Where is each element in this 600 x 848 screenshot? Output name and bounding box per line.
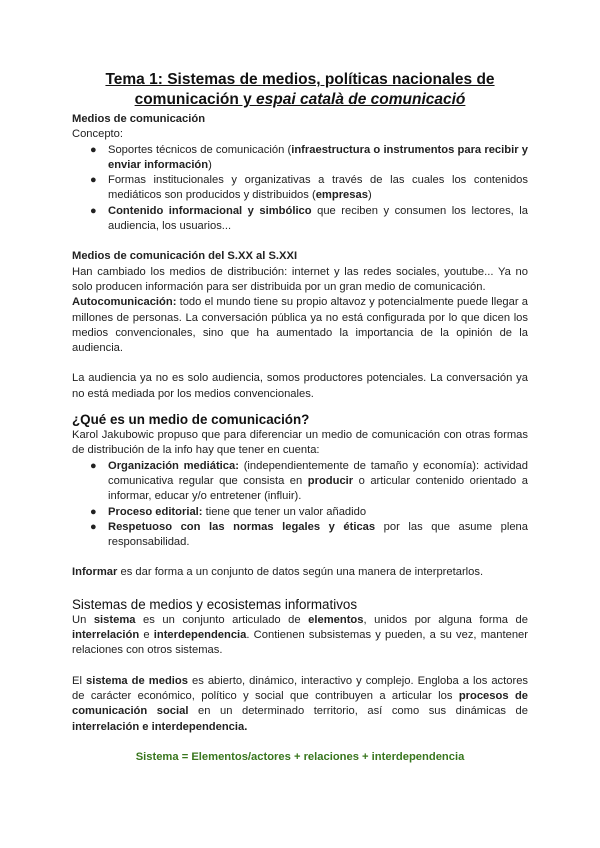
paragraph: La audiencia ya no es solo audiencia, somos productores potenciales. La conversación ya no está mediada por los medios convencionales. xyxy=(72,372,528,400)
page-title xyxy=(72,70,528,110)
list-item: ● Contenido informacional y simbólico que reciben y consumen los lectores, la audiencia, los usuarios... xyxy=(90,204,528,233)
concept-label: Concepto: xyxy=(72,128,123,141)
paragraph: Karol Jakubowic propuso que para diferenciar un medio de comunicación con otras formas de distribución de la info hay que tener en cuenta: xyxy=(72,429,528,457)
section-heading-que-es: ¿Qué es un medio de comunicación? xyxy=(72,412,310,428)
section-heading-sxx-sxxi: Medios de comunicación del S.XX al S.XXI xyxy=(72,250,298,263)
list-item: ● Formas institucionales y organizativas a través de las cuales los contenidos mediáticos son producidos y distribuidos (empresas) xyxy=(90,174,528,202)
section-heading-sistemas: Sistemas de medios y ecosistemas informativos xyxy=(72,596,358,612)
title-line-2: comunicación y xyxy=(134,91,257,108)
list-item: ● Respetuoso con las normas legales y éticas por las que asume plena responsabilidad. xyxy=(90,520,528,549)
section-heading-medios: Medios de comunicación xyxy=(72,113,206,125)
paragraph: Autocomunicación: todo el mundo tiene su propio altavoz y potencialmente puede llegar a millones de personas. La conversación pública ya no está configurada por lo que dicen los medios convencionales, sino que ha aumentado la importancia de la opinión de la audiencia. xyxy=(72,296,528,355)
list-item: ● Proceso editorial: tiene que tener un valor añadido xyxy=(72,505,528,520)
bullet-icon: ● xyxy=(90,174,97,187)
system-formula: Sistema = Elementos/actores + relaciones + interdependencia xyxy=(135,750,465,763)
concept-list xyxy=(72,143,528,235)
bullet-icon: ● xyxy=(90,505,97,518)
bullet-icon: ● xyxy=(90,459,97,472)
criteria-list xyxy=(72,459,528,551)
paragraph: Han cambiado los medios de distribución: internet y las redes sociales, youtube... Ya no solo producen información para ser distribuida por un gran medio de comunicación. xyxy=(72,265,528,293)
paragraph: Un sistema es un conjunto articulado de elementos, unidos por alguna forma de interrelación e interdependencia. Contienen subsistemas y pueden, a su vez, mantener relaciones con otros sistemas. xyxy=(72,613,528,657)
bullet-icon: ● xyxy=(90,520,97,533)
title-line-1: Tema 1: Sistemas de medios, políticas nacionales de xyxy=(105,71,495,88)
title-line-2-italic: espai català de comunicació xyxy=(256,91,466,108)
document-page xyxy=(72,70,528,765)
list-item: ● Soportes técnicos de comunicación (infraestructura o instrumentos para recibir y enviar información) xyxy=(90,143,528,171)
bullet-icon: ● xyxy=(90,143,97,156)
paragraph: El sistema de medios es abierto, dinámico, interactivo y complejo. Engloba a los actores de carácter económico, político y social que contribuyen a articular los procesos de comunicación social en un determinado territorio, así como sus dinámicas de interrelación e interdependencia. xyxy=(72,674,529,733)
paragraph: Informar es dar forma a un conjunto de datos según una manera de interpretarlos. xyxy=(72,566,484,579)
list-item: ● Organización mediática: (independientemente de tamaño y economía): actividad comunicativa regular que consista en producir o articular contenido orientado a informar, educar y/o entretener (influir). xyxy=(90,459,529,503)
bullet-icon: ● xyxy=(90,204,97,217)
